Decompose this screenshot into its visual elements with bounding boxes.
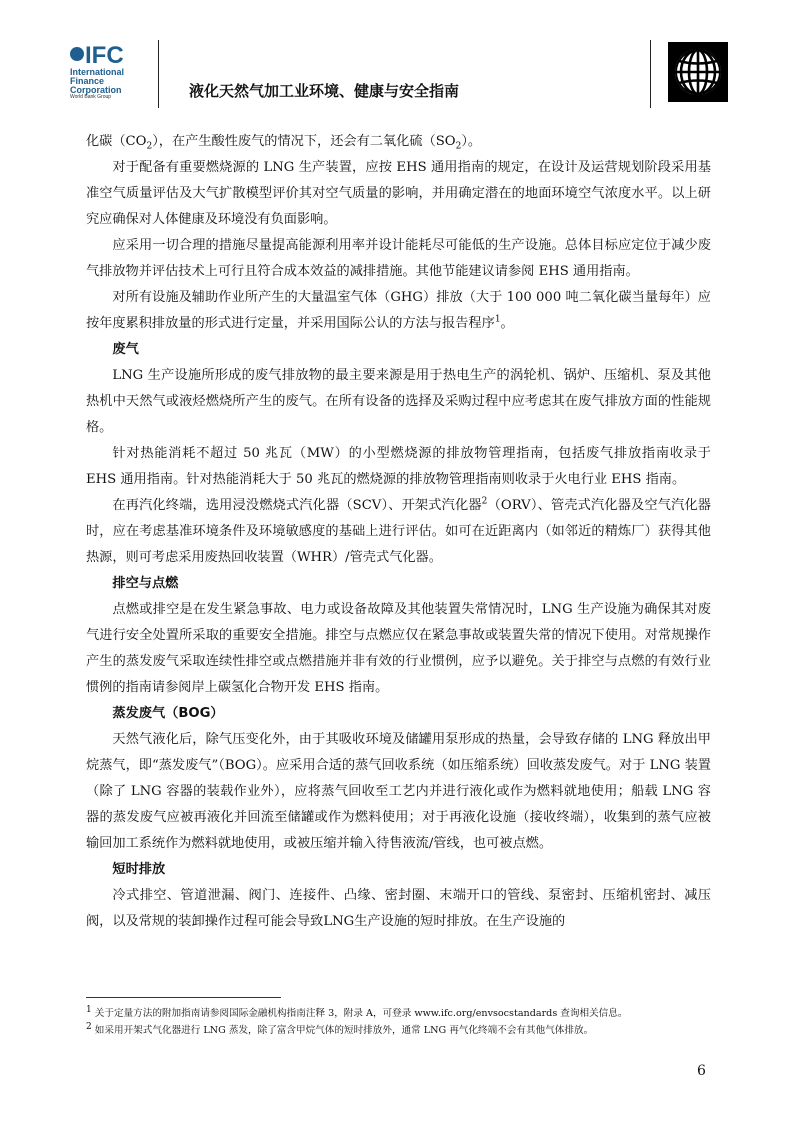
footnote-divider (86, 997, 281, 998)
footnote-ref: 1 (494, 314, 501, 325)
paragraph: 冷式排空、管道泄漏、阀门、连接件、凸缘、密封圈、末端开口的管线、泵密封、压缩机密封、减压阀，以及常规的装卸操作过程可能会导致LNG生产设施的短时排放。在生产设施的 (86, 888, 711, 929)
ifc-logo (70, 44, 148, 106)
body-text (86, 129, 711, 935)
world-bank-globe-icon (668, 42, 728, 102)
section-heading-fugitive: 短时排放 (112, 862, 166, 877)
footnote: $^2$ 如采用开架式气化器进行 LNG 蒸发，除了富含甲烷气体的短时排放外，通常 LNG 再气化终端不会有其他气体排放。 (86, 1021, 594, 1036)
page-header (0, 0, 793, 110)
header-divider-left (158, 40, 159, 108)
paragraph: LNG 生产设施所形成的废气排放物的最主要来源是用于热电生产的涡轮机、锅炉、压缩机、泵及其他热机中天然气或液烃燃烧所产生的废气。在所有设备的选择及采购过程中应考虑其在废气排放方面的性能规格。 (86, 368, 711, 435)
footnotes (86, 1005, 716, 1039)
footnote-ref: 2 (481, 496, 488, 507)
paragraph: 点燃或排空是在发生紧急事故、电力或设备故障及其他装置失常情况时，LNG 生产设施为确保其对废气进行安全处置所采取的重要安全措施。排空与点燃应仅在紧急事故或装置失常的情况下使用。对常规操作产生的蒸发废气采取连续性排空或点燃措施并非有效的行业惯例，应予以避免。关于排空与点燃的有效行业惯例的指南请参阅岸上碳氢化合物开发 EHS 指南。 (86, 602, 711, 695)
section-heading-exhaust: 废气 (112, 342, 139, 357)
paragraph: 在再汽化终端，选用浸没燃烧式汽化器（SCV）、开架式汽化器$^2$（ORV）、管壳式汽化器及空气汽化器时，应在考虑基准环境条件及环境敏感度的基础上进行评估。如可在近距离内（如邻近的精炼厂）获得其他热源，则可考虑采用废热回收装置（WHR）/管壳式气化器。 (86, 496, 711, 565)
ifc-logo-text: International Finance Corporation World Bank Group (70, 67, 125, 101)
page-number: 6 (697, 1063, 706, 1079)
header-divider-right (650, 40, 651, 108)
ifc-logo-mark: IFC (70, 44, 124, 68)
document-title: 液化天然气加工业环境、健康与安全指南 (189, 82, 460, 100)
footnote: $^1$ 关于定量方法的附加指南请参阅国际金融机构指南注释 3，附录 A，可登录 www.ifc.org/envsocstandards 查询相关信息。 (86, 1004, 628, 1019)
paragraph: 应采用一切合理的措施尽量提高能源利用率并设计能耗尽可能低的生产设施。总体目标应定位于减少废气排放物并评估技术上可行且符合成本效益的减排措施。其他节能建议请参阅 EHS 通用指南。 (86, 238, 711, 279)
section-heading-bog: 蒸发废气（BOG） (112, 706, 224, 721)
paragraph: 天然气液化后，除气压变化外，由于其吸收环境及储罐用泵形成的热量，会导致存储的 LNG 释放出甲烷蒸气，即“蒸发废气”（BOG）。应采用合适的蒸气回收系统（如压缩系统）回收蒸发废气。对于 LNG 装置（除了 LNG 容器的装载作业外），应将蒸气回收至工艺内并进行液化或作为燃料就地使用；船载 LNG 容器的蒸发废气应被再液化并回流至储罐或作为燃料使用；对于再液化设施（接收终端），收集到的蒸气应被输回加工系统作为燃料就地使用，或被压缩并输入待售液流/管线，也可被点燃。 (86, 732, 711, 851)
paragraph: 化碳$(CO_2)$，在产生酸性废气的情况下，还会有二氧化硫$(SO_2)$。 (86, 134, 482, 152)
paragraph: 对所有设施及辅助作业所产生的大量温室气体（GHG）排放（大于 100 000 吨二氧化碳当量每年）应按年度累积排放量的形式进行定量，并采用国际公认的方法与报告程序$^1$。 (86, 290, 711, 331)
section-heading-venting: 排空与点燃 (112, 576, 179, 591)
paragraph: 针对热能消耗不超过 50 兆瓦（MW）的小型燃烧源的排放物管理指南，包括废气排放指南收录于 EHS 通用指南。针对热能消耗大于 50 兆瓦的燃烧源的排放物管理指南则收录于火电行业 EHS 指南。 (86, 446, 711, 487)
paragraph: 对于配备有重要燃烧源的 LNG 生产装置，应按 EHS 通用指南的规定，在设计及运营规划阶段采用基准空气质量评估及大气扩散模型评价其对空气质量的影响，并用确定潜在的地面环境空气浓度水平。以上研究应确保对人体健康及环境没有负面影响。 (86, 160, 711, 227)
ifc-dot-icon (70, 47, 84, 61)
